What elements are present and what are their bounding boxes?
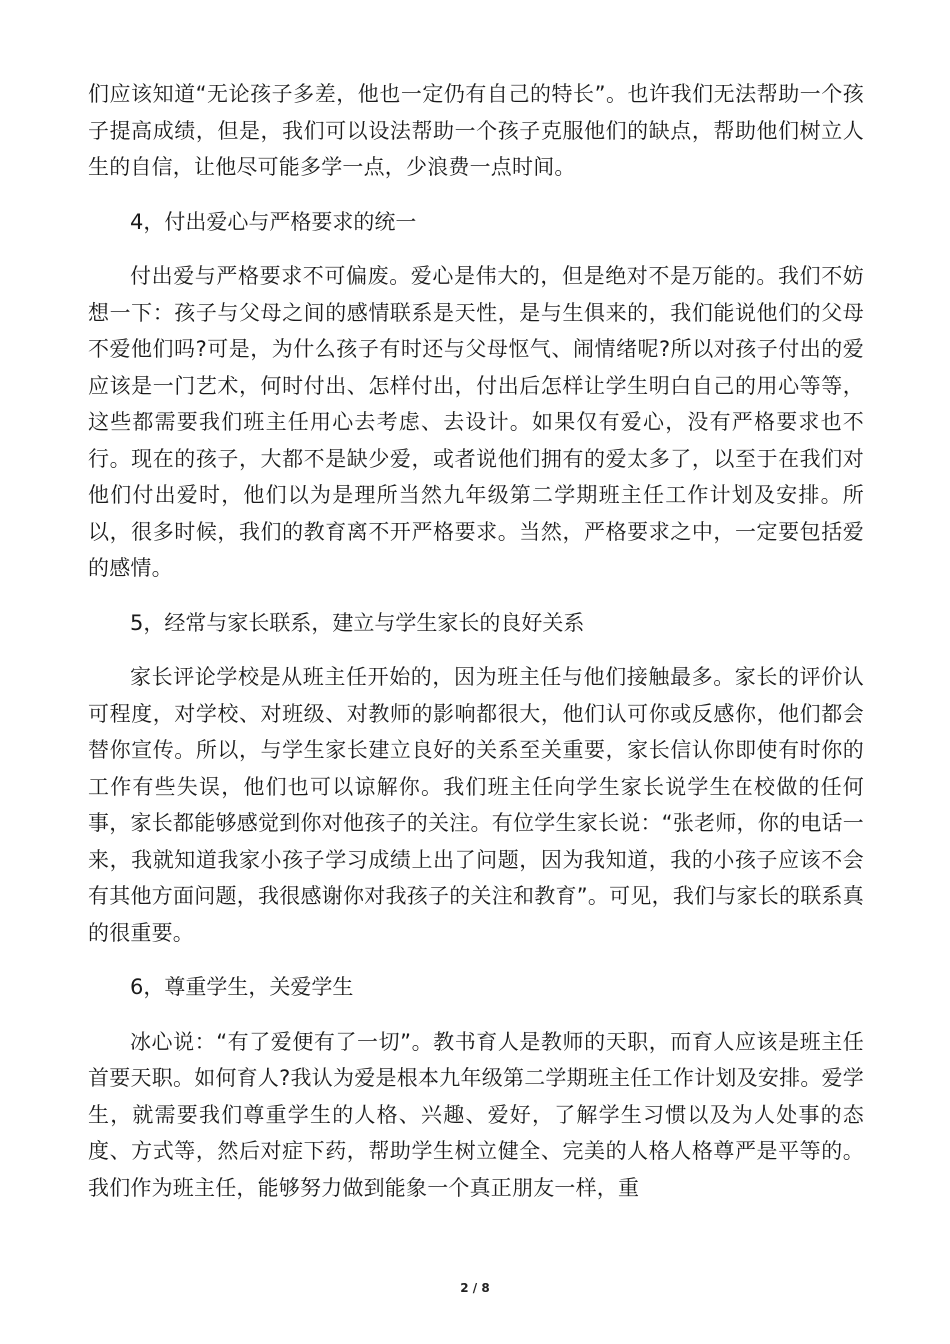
paragraph-continuation: 们应该知道“无论孩子多差，他也一定仍有自己的特长”。也许我们无法帮助一个孩子提高成绩，但是，我们可以设法帮助一个孩子克服他们的缺点，帮助他们树立人生的自信，让他尽可能多学一点，少浪费一点时间。 <box>88 82 864 179</box>
paragraph-parent-contact: 家长评论学校是从班主任开始的，因为班主任与他们接触最多。家长的评价认可程度，对学校、对班级、对教师的影响都很大，他们认可你或反感你，他们都会替你宣传。所以，与学生家长建立良好的关系至关重要，家长信认你即使有时你的工作有些失误，他们也可以谅解你。我们班主任向学生家长说学生在校做的任何事，家长都能够感觉到你对他孩子的关注。有位学生家长说：“张老师，你的电话一来，我就知道我家小孩子学习成绩上出了问题，因为我知道，我的小孩子应该不会有其他方面问题，我很感谢你对我孩子的关注和教育”。可见，我们与家长的联系真的很重要。 <box>88 665 864 945</box>
page-number: 2 / 8 <box>460 1281 490 1295</box>
paragraph-respect-students: 冰心说：“有了爱便有了一切”。教书育人是教师的天职，而育人应该是班主任首要天职。如何育人?我认为爱是根本九年级第二学期班主任工作计划及安排。爱学生，就需要我们尊重学生的人格、兴趣、爱好，了解学生习惯以及为人处事的态度、方式等，然后对症下药，帮助学生树立健全、完美的人格人格尊严是平等的。我们作为班主任，能够努力做到能象一个真正朋友一样，重 <box>88 1029 864 1200</box>
document-body <box>88 76 864 1206</box>
paragraph-love-and-discipline: 付出爱与严格要求不可偏废。爱心是伟大的，但是绝对不是万能的。我们不妨想一下：孩子与父母之间的感情联系是天性，是与生俱来的，我们能说他们的父母不爱他们吗?可是，为什么孩子有时还与父母怄气、闹情绪呢?所以对孩子付出的爱应该是一门艺术，何时付出、怎样付出，付出后怎样让学生明白自己的用心等等，这些都需要我们班主任用心去考虑、去设计。如果仅有爱心，没有严格要求也不行。现在的孩子，大都不是缺少爱，或者说他们拥有的爱太多了，以至于在我们对他们付出爱时，他们以为是理所当然九年级第二学期班主任工作计划及安排。所以，很多时候，我们的教育离不开严格要求。当然，严格要求之中，一定要包括爱的感情。 <box>88 264 864 580</box>
section-heading-6: 6，尊重学生，关爱学生 <box>130 975 354 999</box>
section-heading-4: 4，付出爱心与严格要求的统一 <box>130 209 417 234</box>
section-heading-5: 5，经常与家长联系，建立与学生家长的良好关系 <box>130 610 585 635</box>
